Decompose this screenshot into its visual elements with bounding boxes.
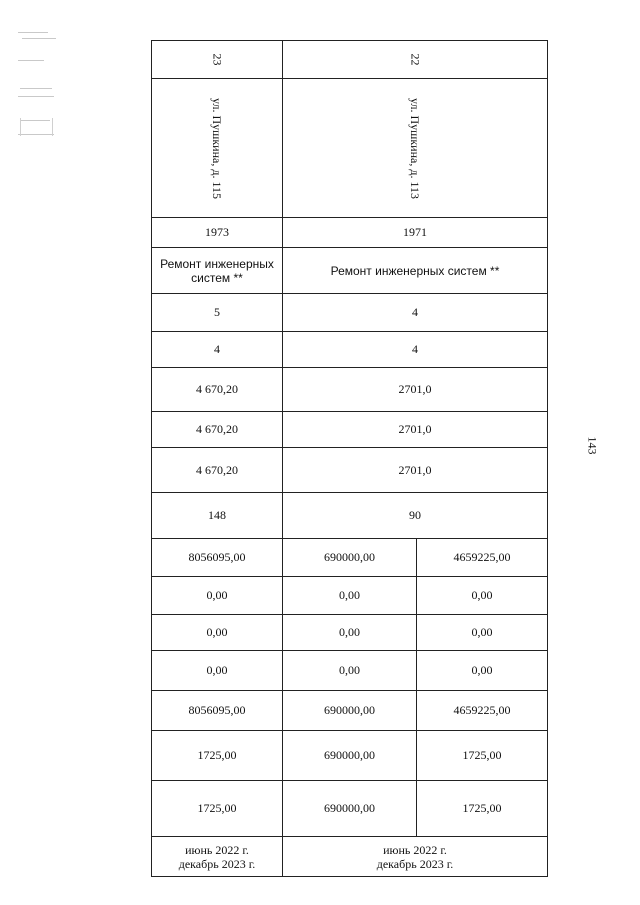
- table-row-floors: [152, 294, 548, 332]
- table-cell: 4659225,00: [417, 539, 548, 577]
- table-row: [152, 781, 548, 837]
- table-cell: 1725,00: [417, 781, 548, 837]
- table-row-index: [152, 41, 548, 79]
- table-cell: 0,00: [283, 577, 417, 615]
- buildings-table: [151, 40, 548, 877]
- cell-left-residents: 148: [152, 493, 283, 539]
- cell-left-area-2: 4 670,20: [152, 412, 283, 448]
- table-row-area-3: [152, 448, 548, 493]
- table-cell: 0,00: [152, 651, 283, 691]
- table-cell: 0,00: [283, 615, 417, 651]
- cell-right-residents: 90: [283, 493, 548, 539]
- table-cell: 0,00: [417, 577, 548, 615]
- cell-left-period: [152, 837, 283, 877]
- cell-right-entrances: 4: [283, 332, 548, 368]
- cell-right-works: Ремонт инженерных систем **: [283, 248, 548, 294]
- cell-right-area-3: 2701,0: [283, 448, 548, 493]
- cell-left-area-total: 4 670,20: [152, 368, 283, 412]
- table-row-area-total: [152, 368, 548, 412]
- table-row-address: [152, 79, 548, 218]
- cell-left-works: Ремонт инженерных систем **: [152, 248, 283, 294]
- table-row: [152, 651, 548, 691]
- cell-left-address: ул. Пушкина, д. 115: [152, 79, 283, 218]
- cell-right-year: 1971: [283, 218, 548, 248]
- table-row: [152, 731, 548, 781]
- period-start: июнь 2022 г.: [383, 842, 447, 857]
- cell-right-index: 22: [283, 41, 548, 79]
- table-cell: 690000,00: [283, 539, 417, 577]
- table-cell: 0,00: [417, 651, 548, 691]
- table-cell: 0,00: [417, 615, 548, 651]
- cell-right-address: ул. Пушкина, д. 113: [283, 79, 548, 218]
- table-row: [152, 615, 548, 651]
- cell-left-floors: 5: [152, 294, 283, 332]
- table-row: [152, 539, 548, 577]
- table-cell: 4659225,00: [417, 691, 548, 731]
- table-row-entrances: [152, 332, 548, 368]
- table-row-residents: [152, 493, 548, 539]
- cell-right-area-total: 2701,0: [283, 368, 548, 412]
- table-cell: 690000,00: [283, 691, 417, 731]
- table-row-period: [152, 837, 548, 877]
- table-cell: 0,00: [152, 615, 283, 651]
- table-row: [152, 691, 548, 731]
- cell-right-area-2: 2701,0: [283, 412, 548, 448]
- table-row: [152, 577, 548, 615]
- cell-left-index: 23: [152, 41, 283, 79]
- table-row-area-2: [152, 412, 548, 448]
- period-end: декабрь 2023 г.: [178, 856, 256, 871]
- table-cell: 690000,00: [283, 781, 417, 837]
- table-cell: 8056095,00: [152, 539, 283, 577]
- table-cell: 1725,00: [417, 731, 548, 781]
- table-row-works: [152, 248, 548, 294]
- scan-margin-marks: [16, 30, 56, 140]
- cell-left-entrances: 4: [152, 332, 283, 368]
- table-cell: 0,00: [283, 651, 417, 691]
- table-cell: 1725,00: [152, 781, 283, 837]
- table-cell: 690000,00: [283, 731, 417, 781]
- table-cell: 0,00: [152, 577, 283, 615]
- table-cell: 8056095,00: [152, 691, 283, 731]
- cell-right-period: [283, 837, 548, 877]
- period-end: декабрь 2023 г.: [376, 856, 454, 871]
- table-cell: 1725,00: [152, 731, 283, 781]
- period-start: июнь 2022 г.: [185, 842, 249, 857]
- cell-right-floors: 4: [283, 294, 548, 332]
- table-row-year: [152, 218, 548, 248]
- cell-left-year: 1973: [152, 218, 283, 248]
- cell-left-area-3: 4 670,20: [152, 448, 283, 493]
- page-number: 143: [585, 436, 600, 455]
